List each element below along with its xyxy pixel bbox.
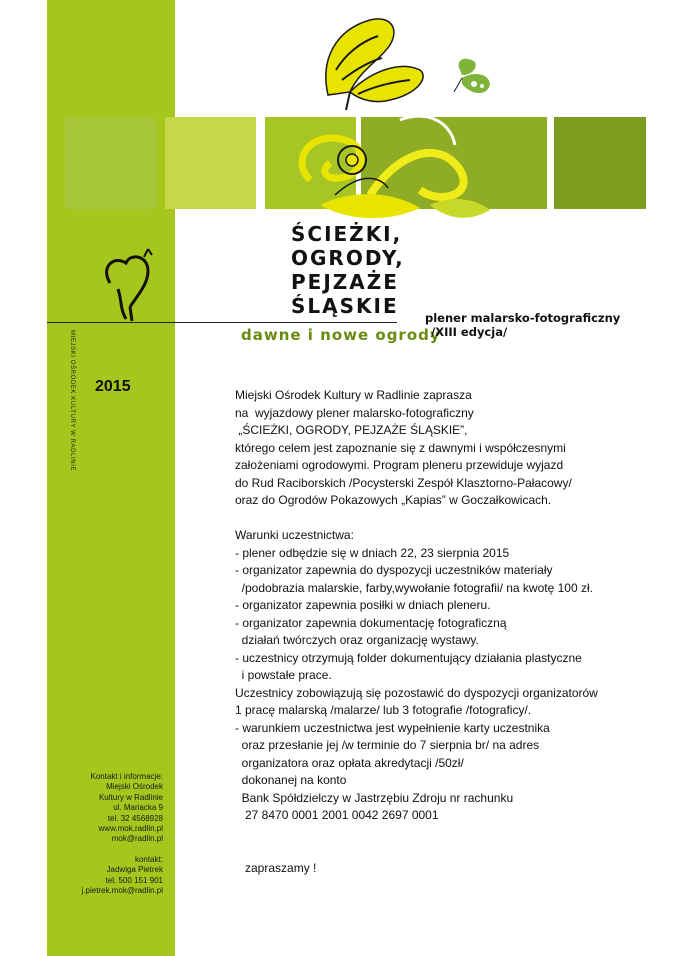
invitation-body: [235, 387, 598, 877]
contact-person-email[interactable]: j.pietrek.mok@radlin.pl: [81, 886, 163, 896]
green-square-2: [165, 117, 256, 209]
body-line: - organizator zapewnia dokumentację fotograficzną: [235, 615, 507, 630]
body-line: działań twórczych oraz organizację wystawy.: [235, 633, 479, 647]
event-type: [425, 311, 620, 339]
heart-logo-icon: [100, 245, 162, 325]
body-line: „ŚCIEŻKI, OGRODY, PEJZAŻE ŚLĄSKIE”,: [235, 423, 468, 437]
body-line: i powstałe prace.: [235, 668, 332, 682]
body-line: dokonanej na konto: [235, 773, 347, 787]
contact-line: tel. 32 4568928: [107, 813, 163, 823]
body-line: Warunki uczestnictwa:: [235, 528, 354, 542]
contact-person-line: tel. 500 151 901: [105, 875, 163, 885]
event-type-line-2: /XIII edycja/: [431, 325, 508, 339]
title-line-2: OGRODY,: [291, 246, 405, 270]
body-line: [235, 842, 598, 860]
contact-email[interactable]: mok@radlin.pl: [111, 834, 163, 844]
body-line: - organizator zapewnia posiłki w dniach pleneru.: [235, 598, 491, 612]
contact-line: ul. Mariacka 9: [113, 803, 163, 813]
title-line-1: ŚCIEŻKI,: [291, 222, 403, 246]
body-line: zapraszamy !: [235, 860, 317, 875]
body-line: do Rud Raciborskich /Pocysterski Zespół Klasztorno-Pałacowy/: [235, 475, 572, 490]
body-line: Bank Spółdzielczy w Jastrzębiu Zdroju nr rachunku: [235, 790, 514, 805]
body-line: - uczestnicy otrzymują folder dokumentujący działania plastyczne: [235, 650, 582, 665]
contact-person-line: kontakt:: [134, 855, 163, 864]
body-line: organizatora oraz opłata akredytacji /50zł/: [235, 755, 464, 770]
body-line: oraz przesłanie jej /w terminie do 7 sierpnia br/ na adres: [235, 738, 540, 752]
organization-vertical-label: MIEJSKI OŚRODEK KULTURY W RADLINIE: [69, 330, 75, 472]
body-line: [235, 510, 598, 528]
body-line: 1 pracę malarską /malarze/ lub 3 fotografie /fotograficy/.: [235, 703, 532, 717]
year-label: 2015: [95, 378, 131, 395]
body-line: - plener odbędzie się w dniach 22, 23 sierpnia 2015: [235, 545, 510, 560]
green-square-1: [65, 117, 156, 209]
butterfly-ornament-illustration: [250, 0, 510, 240]
body-line: 27 8470 0001 2001 0042 2697 0001: [235, 808, 439, 822]
body-line: - organizator zapewnia do dyspozycji uczestników materiały: [235, 563, 553, 577]
green-square-5: [554, 117, 646, 209]
body-line: oraz do Ogrodów Pokazowych „Kapias” w Goczałkowicach.: [235, 493, 552, 507]
event-title: [291, 222, 405, 318]
title-divider: [47, 322, 397, 323]
body-line: Miejski Ośrodek Kultury w Radlinie zaprasza: [235, 388, 472, 402]
contact-link[interactable]: www.mok.radlin.pl: [98, 824, 163, 834]
body-line: którego celem jest zapoznanie się z dawnymi i współczesnymi: [235, 440, 566, 455]
contact-line: Kultury w Radlinie: [98, 792, 163, 802]
contact-line: Miejski Ośrodek: [106, 782, 163, 792]
contact-person-line: Jadwiga Pietrek: [106, 865, 163, 875]
contact-person: [82, 855, 163, 897]
body-line: - warunkiem uczestnictwa jest wypełnienie karty uczestnika: [235, 720, 550, 735]
body-line: [235, 825, 598, 843]
title-line-3: PEJZAŻE: [291, 270, 399, 294]
contact-info: [91, 772, 163, 845]
body-line: na wyjazdowy plener malarsko-fotograficzny: [235, 405, 474, 420]
body-line: założeniami ogrodowymi. Program pleneru przewiduje wyjazd: [235, 458, 564, 472]
event-type-line-1: plener malarsko-fotograficzny: [425, 311, 621, 325]
title-line-4: ŚLĄSKIE: [291, 294, 399, 318]
body-line: Uczestnicy zobowiązują się pozostawić do dyspozycji organizatorów: [235, 685, 598, 700]
event-subtitle: dawne i nowe ogrody: [241, 326, 441, 344]
body-line: /podobrazia malarskie, farby,wywołanie fotografii/ na kwotę 100 zł.: [235, 580, 593, 595]
contact-line: Kontakt i informacje:: [90, 772, 163, 781]
